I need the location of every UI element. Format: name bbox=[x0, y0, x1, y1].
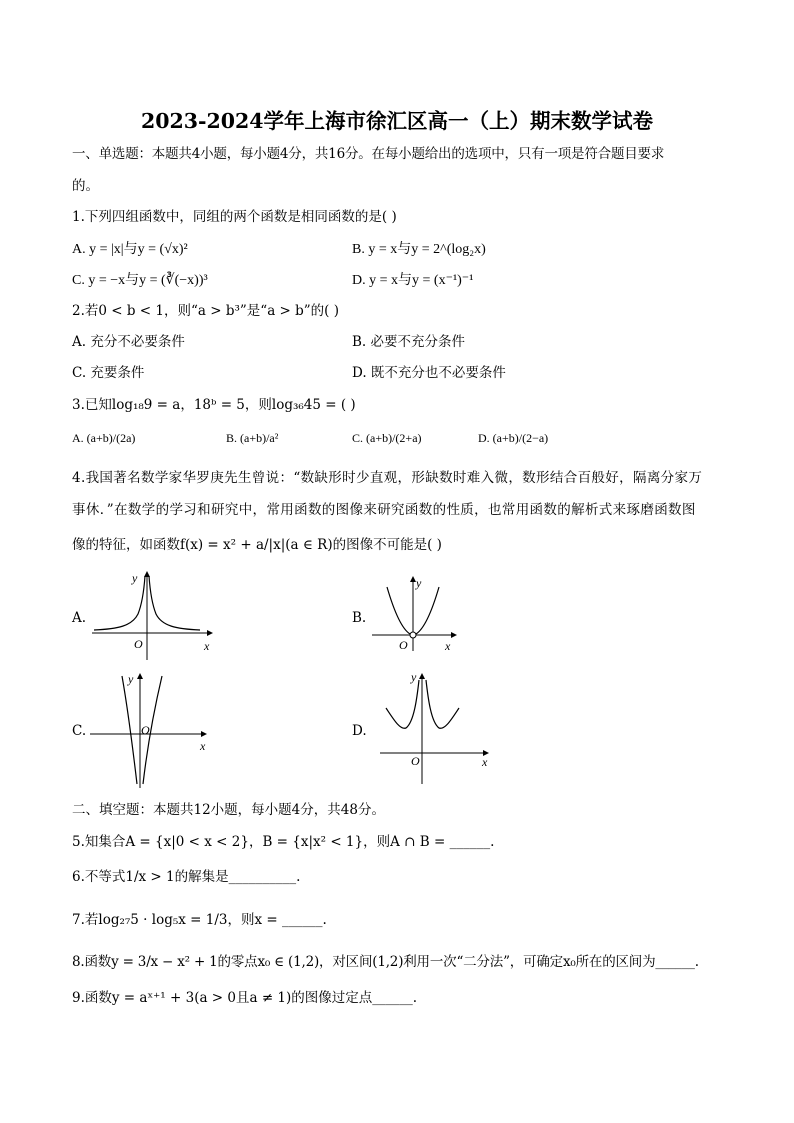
q2-option-d: D. 既不充分也不必要条件 bbox=[352, 365, 506, 381]
q1-option-b: B. y = x与y = 2^(log₂x) bbox=[352, 242, 486, 257]
q3-stem: 3.已知log₁₈9 = a，18ᵇ = 5，则log₃₆45 = ( ) bbox=[72, 397, 356, 413]
section2-heading: 二、填空题：本题共12小题，每小题4分，共48分。 bbox=[72, 802, 385, 818]
q1-option-d: D. y = x与y = (x⁻¹)⁻¹ bbox=[352, 273, 474, 288]
x-axis-label: x bbox=[204, 639, 210, 653]
origin-label: O bbox=[411, 754, 420, 768]
q2-option-c: C. 充要条件 bbox=[72, 365, 145, 381]
q2-stem: 2.若0 < b < 1，则“a > b³”是“a > b”的( ) bbox=[72, 303, 340, 319]
q2-option-b: B. 必要不充分条件 bbox=[352, 334, 466, 350]
x-axis-label: x bbox=[445, 639, 451, 653]
page-title: 2023-2024学年上海市徐汇区高一（上）期末数学试卷 bbox=[140, 109, 654, 133]
curve-left bbox=[387, 587, 410, 634]
curve-right bbox=[416, 587, 439, 634]
q9: 9.函数y = aˣ⁺¹ + 3(a > 0且a ≠ 1)的图像过定点______. bbox=[72, 990, 418, 1006]
q3-option-b: B. (a+b)/a² bbox=[226, 431, 279, 445]
q4-graph-a bbox=[88, 568, 218, 663]
q5: 5.知集合A = {x|0 < x < 2}，B = {x|x² < 1}，则A ∩ B = ______. bbox=[72, 834, 495, 850]
open-point bbox=[410, 632, 416, 638]
q2-option-a: A. 充分不必要条件 bbox=[72, 334, 185, 350]
section1-heading: 一、单选题：本题共4小题，每小题4分，共16分。在每小题给出的选项中，只有一项是符合题目要求 bbox=[72, 146, 665, 162]
q4-graph-label-a: A. bbox=[72, 610, 87, 626]
q4-graph-b bbox=[370, 575, 460, 655]
origin-label: O bbox=[399, 638, 408, 652]
y-axis-label: y bbox=[416, 576, 422, 590]
curve-right bbox=[149, 576, 200, 630]
x-axis-label: x bbox=[482, 755, 488, 769]
q4-graph-label-d: D. bbox=[352, 723, 367, 739]
origin-label: O bbox=[141, 723, 150, 737]
q3-option-a: A. (a+b)/(2a) bbox=[72, 431, 136, 445]
section1-heading-cont: 的。 bbox=[72, 178, 99, 194]
q6: 6.不等式1/x > 1的解集是__________. bbox=[72, 869, 301, 885]
q8: 8.函数y = 3/x − x² + 1的零点x₀ ∈ (1,2)，对区间(1,2)利用一次“二分法”，可确定x₀所在的区间为______. bbox=[72, 954, 699, 970]
q4-line2: 事休．”在数学的学习和研究中，常用函数的图像来研究函数的性质，也常用函数的解析式来琢磨函数图 bbox=[72, 502, 696, 518]
curve-left bbox=[122, 676, 137, 784]
curve-left bbox=[386, 680, 419, 728]
q4-graph-c bbox=[88, 670, 212, 790]
q1-option-a: A. y = |x|与y = (√x)² bbox=[72, 242, 188, 257]
q3-option-d: D. (a+b)/(2−a) bbox=[478, 431, 549, 445]
curve-right bbox=[426, 680, 459, 728]
q1-stem: 1.下列四组函数中，同组的两个函数是相同函数的是( ) bbox=[72, 209, 397, 225]
q4-graph-label-b: B. bbox=[352, 610, 367, 626]
q4-graph-label-c: C. bbox=[72, 723, 87, 739]
x-axis-label: x bbox=[200, 739, 206, 753]
y-axis-label: y bbox=[411, 670, 417, 684]
curve-left bbox=[94, 576, 145, 630]
q3-option-c: C. (a+b)/(2+a) bbox=[352, 431, 422, 445]
q4-line1: 4.我国著名数学家华罗庚先生曾说：“数缺形时少直观，形缺数时难入微，数形结合百般好，隔离分家万 bbox=[72, 470, 703, 486]
q1-option-c: C. y = −x与y = (∛(−x))³ bbox=[72, 273, 208, 288]
origin-label: O bbox=[134, 637, 143, 651]
y-axis-label: y bbox=[132, 571, 138, 585]
y-axis-label: y bbox=[128, 672, 134, 686]
q4-line3: 像的特征，如函数f(x) = x² + a/|x|(a ∈ R)的图像不可能是( ) bbox=[72, 537, 442, 553]
q4-graph-d bbox=[378, 668, 494, 786]
q7: 7.若log₂₇5 · log₅x = 1/3，则x = ______. bbox=[72, 912, 327, 928]
